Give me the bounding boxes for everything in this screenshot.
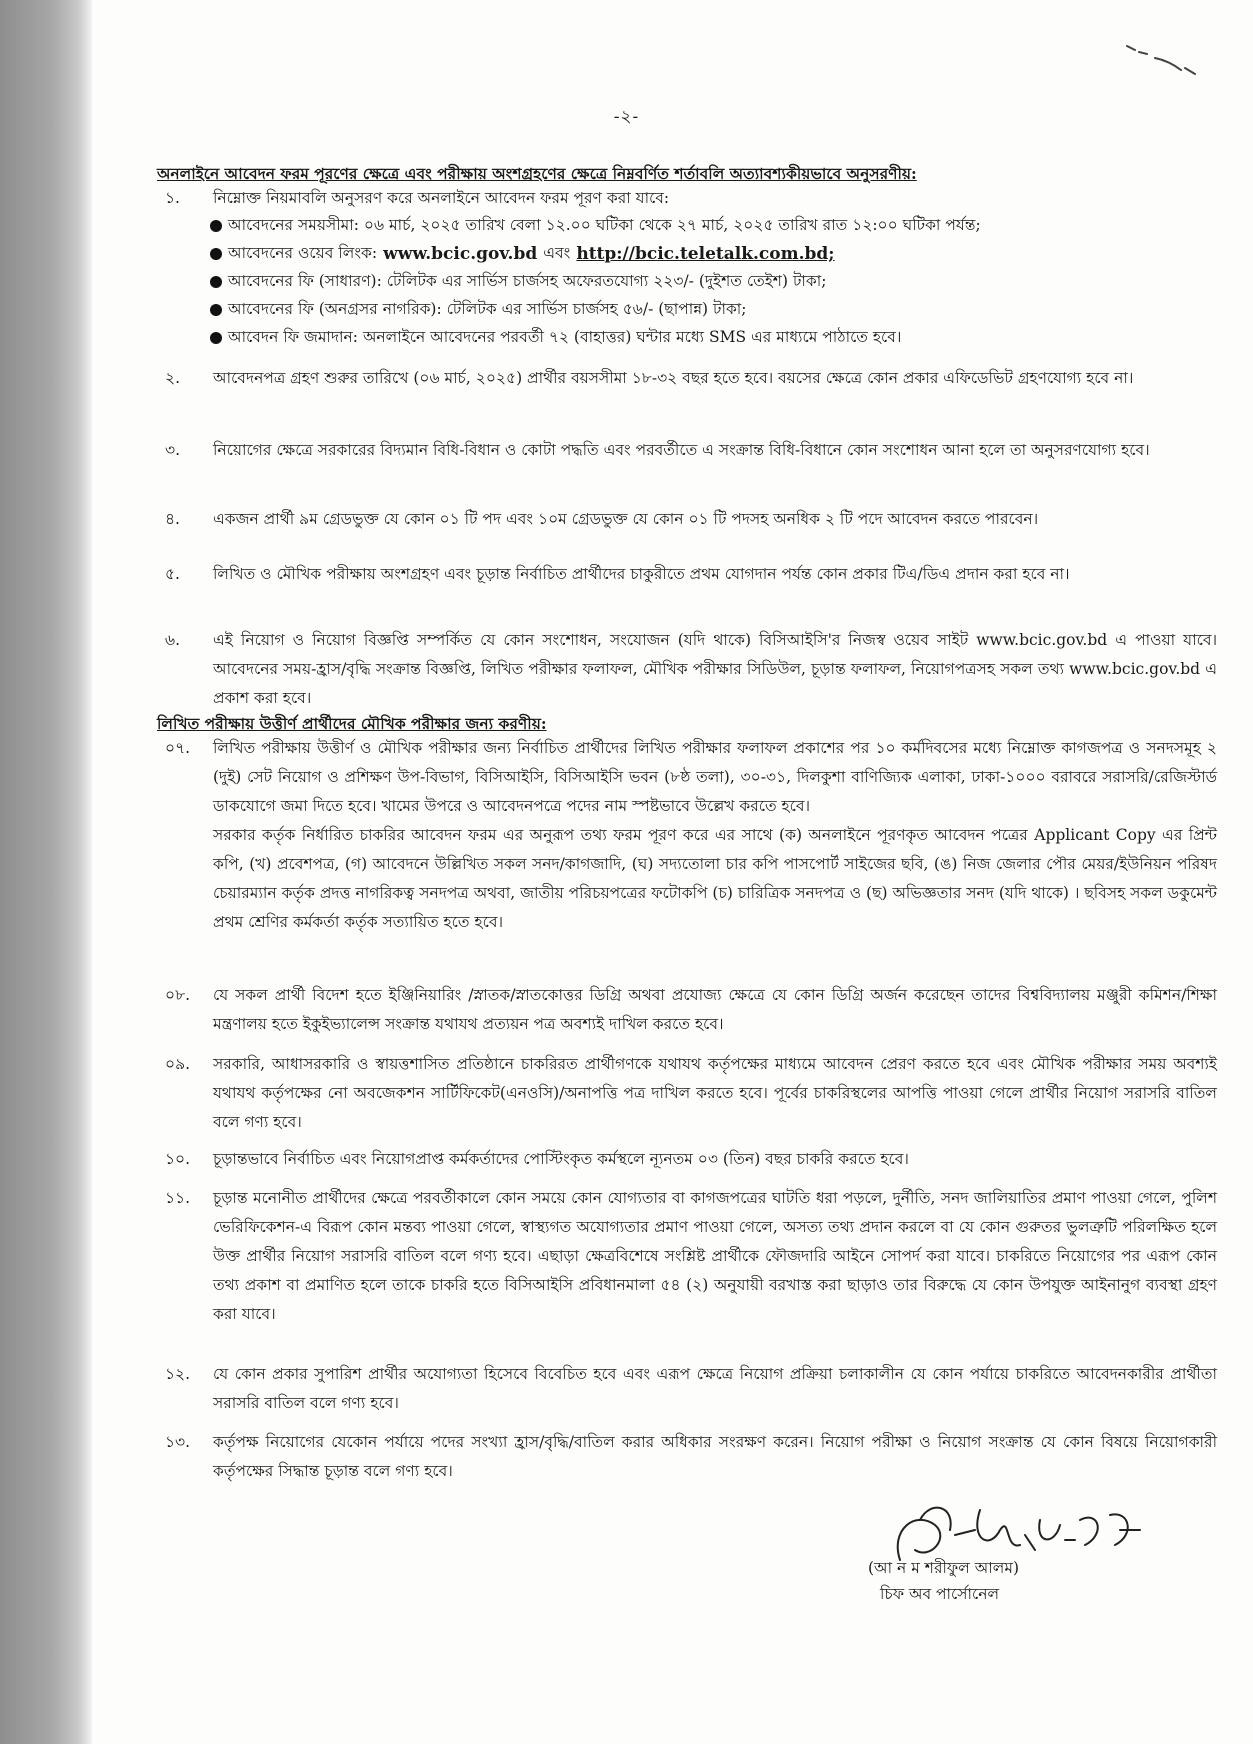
bullet-icon (210, 248, 222, 260)
list-item-3: ৩. নিয়োগের ক্ষেত্রে সরকারের বিদ্যমান বিধি-বিধান ও কোটা পদ্ধতি এবং পরবর্তীতে এ সংক্রান্ত বিধি-বিধানে কোন সংশোধন আনা হলে তা অনুসরণযোগ্য হবে। (165, 441, 1150, 459)
list-item-1 (157, 184, 1217, 213)
bullet-icon (210, 304, 222, 316)
bullet-fee-general: আবেদনের ফি (সাধারণ): টেলিটক এর সার্ভিস চার্জসহ অফেরতযোগ্য ২২৩/- (দুইশত তেইশ) টাকা; (210, 268, 1220, 296)
list-item-7: ০৭. লিখিত পরীক্ষায় উত্তীর্ণ ও মৌখিক পরীক্ষার জন্য নির্বাচিত প্রার্থীদের লিখিত পরীক্ষার ফলাফল প্রকাশের পর ১০ কর্মদিবসের মধ্যে নিম্নোক্ত কাগজপত্র ও সনদসমূহ ২ (দুই) সেট নিয়োগ ও প্রশিক্ষণ উপ-বিভাগ, বিসিআইসি, বিসিআইসি ভবন (৮ষ্ঠ তলা), ৩০-৩১, দিলকুশা বাণিজ্যিক এলাকা, ঢাকা-১০০০ বরাবরে সরাসরি/রেজিস্টার্ড ডাকযোগে জমা দিতে হবে। খামের উপরে ও আবেদনপত্রে পদের নাম স্পষ্টভাবে উল্লেখ করতে হবে। সরকার কর্তৃক নির্ধারিত চাকরির আবেদন ফরম এর অনুরূপ তথ্য ফরম পূরণ করে এর সাথে (ক) অনলাইনে পূরণকৃত আবেদন পত্রের Applicant Copy এর প্রিন্ট কপি, (খ) প্রবেশপত্র, (গ) আবেদনে উল্লিখিত সকল সনদ/কাগজাদি, (ঘ) সদ্যতোলা চার কপি পাসপোর্ট সাইজের ছবি, (ঙ) নিজ জেলার পৌর মেয়র/ইউনিয়ন পরিষদ চেয়ারম্যান কর্তৃক প্রদত্ত নাগরিকত্ব সনদপত্র অথবা, জাতীয় পরিচয়পত্রের ফটোকপি (চ) চারিত্রিক সনদপত্র ও (ছ) অভিজ্ঞতার সনদ (যদি থাকে) । ছবিসহ সকল ডকুমেন্ট প্রথম শ্রেণির কর্মকর্তা কর্তৃক সত্যায়িত হতে হবে। (157, 734, 1217, 937)
teletalk-link[interactable]: http://bcic.teletalk.com.bd; (576, 244, 835, 264)
list-item-13: ১৩. কর্তৃপক্ষ নিয়োগের যেকোন পর্যায়ে পদের সংখ্যা হ্রাস/বৃদ্ধি/বাতিল করার অধিকার সংরক্ষণ করেন। নিয়োগ পরীক্ষা ও নিয়োগ সংক্রান্ত যে কোন বিষয়ে নিয়োগকারী কর্তৃপক্ষের সিদ্ধান্ত চূড়ান্ত বলে গণ্য হবে। (165, 1433, 1217, 1480)
list-item-2: ২. আবেদনপত্র গ্রহণ শুরুর তারিখে (০৬ মার্চ, ২০২৫) প্রার্থীর বয়সসীমা ১৮-৩২ বছর হতে হবে। বয়সের ক্ষেত্রে কোন প্রকার এফিডেভিট গ্রহণযোগ্য হবে না। (165, 369, 1134, 387)
section-heading-viva: লিখিত পরীক্ষায় উত্তীর্ণ প্রার্থীদের মৌখিক পরীক্ষার জন্য করণীয়: (157, 714, 547, 733)
bullet-web-link: আবেদনের ওয়েব লিংক: www.bcic.gov.bd এবং http://bcic.teletalk.com.bd; (210, 240, 1220, 268)
bullet-fee-backward: আবেদনের ফি (অনগ্রসর নাগরিক): টেলিটক এর সার্ভিস চার্জসহ ৫৬/- (ছাপান্ন) টাকা; (210, 296, 1220, 324)
bullet-icon (210, 276, 222, 288)
website-link[interactable]: www.bcic.gov.bd (383, 244, 538, 264)
application-rules-list (210, 212, 1220, 352)
bullet-icon (210, 220, 222, 232)
section-heading-online-application: অনলাইনে আবেদন ফরম পূরণের ক্ষেত্রে এবং পরীক্ষায় অংশগ্রহণের ক্ষেত্রে নিম্নবর্ণিত শর্তাবলি অত্যাবশ্যকীয়ভাবে অনুসরণীয়: (157, 164, 917, 183)
list-item-11: ১১. চূড়ান্ত মনোনীত প্রার্থীদের ক্ষেত্রে পরবর্তীকালে কোন সময়ে কোন যোগ্যতার বা কাগজপত্রের ঘাটতি ধরা পড়লে, দুর্নীতি, সনদ জালিয়াতির প্রমাণ পাওয়া গেলে, পুলিশ ভেরিফিকেশন-এ বিরূপ কোন মন্তব্য পাওয়া গেলে, স্বাস্থ্যগত অযোগ্যতার প্রমাণ পাওয়া গেলে, অসত্য তথ্য প্রদান করলে বা যে কোন গুরুতর ভুলত্রুটি পরিলক্ষিত হলে উক্ত প্রার্থীর নিয়োগ সরাসরি বাতিল বলে গণ্য হবে। এছাড়া ক্ষেত্রবিশেষে সংশ্লিষ্ট প্রার্থীকে ফৌজদারি আইনে সোপর্দ করা যাবে। চাকরিতে নিয়োগের পর এরূপ কোন তথ্য প্রকাশ বা প্রমাণিত হলে তাকে চাকরি হতে বিসিআইসি প্রবিধানমালা ৫৪ (২) অনুযায়ী বরখাস্ত করা ছাড়াও তার বিরুদ্ধে যে কোন উপযুক্ত আইনানুগ ব্যবস্থা গ্রহণ করা যাবে। (165, 1189, 1217, 1323)
list-item-9: ০৯. সরকারি, আধাসরকারি ও স্বায়ত্তশাসিত প্রতিষ্ঠানে চাকরিরত প্রার্থীগণকে যথাযথ কর্তৃপক্ষের মাধ্যমে আবেদন প্রেরণ করতে হবে এবং মৌখিক পরীক্ষার সময় অবশ্যই যথাযথ কর্তৃপক্ষের নো অবজেকশন সার্টিফিকেট(এনওসি)/অনাপত্তি পত্র দাখিল করতে হবে। পূর্বের চাকরিস্থলের আপত্তি পাওয়া গেলে প্রার্থীর নিয়োগ সরাসরি বাতিল বলে গণ্য হবে। (165, 1055, 1217, 1131)
scanner-edge (0, 0, 92, 1744)
item-number: ১. (165, 189, 180, 207)
list-item-10: ১০. চূড়ান্তভাবে নির্বাচিত এবং নিয়োগপ্রাপ্ত কর্মকর্তাদের পোস্টিংকৃত কর্মস্থলে ন্যূনতম ০৩ (তিন) বছর চাকরি করতে হবে। (165, 1150, 909, 1168)
list-item-8: ০৮. যে সকল প্রার্থী বিদেশ হতে ইঞ্জিনিয়ারিং /স্নাতক/স্নাতকোত্তর ডিগ্রি অথবা প্রযোজ্য ক্ষেত্রে যে কোন ডিগ্রি অর্জন করেছেন তাদের বিশ্ববিদ্যালয় মঞ্জুরী কমিশন/শিক্ষা মন্ত্রণালয় হতে ইকুইভ্যালেন্স সংক্রান্ত যথাযথ প্রত্যয়ন পত্র অবশ্যই দাখিল করতে হবে। (165, 986, 1217, 1033)
list-item-4: ৪. একজন প্রার্থী ৯ম গ্রেডভুক্ত যে কোন ০১ টি পদ এবং ১০ম গ্রেডভুক্ত যে কোন ০১ টি পদসহ অনধিক ২ টি পদে আবেদন করতে পারবেন। (165, 510, 1039, 528)
item-text: নিম্নোক্ত নিয়মাবলি অনুসরণ করে অনলাইনে আবেদন ফরম পূরণ করা যাবে: (213, 189, 670, 207)
signatory-title: চিফ অব পার্সোনেল (880, 1585, 1000, 1603)
list-item-6: ৬. এই নিয়োগ ও নিয়োগ বিজ্ঞপ্তি সম্পর্কিত যে কোন সংশোধন, সংযোজন (যদি থাকে) বিসিআইসি'র নিজস্ব ওয়েব সাইট www.bcic.gov.bd এ পাওয়া যাবে। আবেদনের সময়-হ্রাস/বৃদ্ধি সংক্রান্ত বিজ্ঞপ্তি, লিখিত পরীক্ষার ফলাফল, মৌখিক পরীক্ষার সিডিউল, চূড়ান্ত ফলাফল, নিয়োগপত্রসহ সকল তথ্য www.bcic.gov.bd এ প্রকাশ করা হবে। (165, 631, 1217, 707)
bullet-icon (210, 332, 222, 344)
margin-scribble (1125, 40, 1205, 80)
item7-para-1: লিখিত পরীক্ষায় উত্তীর্ণ ও মৌখিক পরীক্ষার জন্য নির্বাচিত প্রার্থীদের লিখিত পরীক্ষার ফলাফল প্রকাশের পর ১০ কর্মদিবসের মধ্যে নিম্নোক্ত কাগজপত্র ও সনদসমূহ ২ (দুই) সেট নিয়োগ ও প্রশিক্ষণ উপ-বিভাগ, বিসিআইসি, বিসিআইসি ভবন (৮ষ্ঠ তলা), ৩০-৩১, দিলকুশা বাণিজ্যিক এলাকা, ঢাকা-১০০০ বরাবরে সরাসরি/রেজিস্টার্ড ডাকযোগে জমা দিতে হবে। খামের উপরে ও আবেদনপত্রে পদের নাম স্পষ্টভাবে উল্লেখ করতে হবে। (213, 739, 1217, 815)
bullet-fee-submission: আবেদন ফি জমাদান: অনলাইনে আবেদনের পরবর্তী ৭২ (বাহাত্তর) ঘন্টার মধ্যে SMS এর মাধ্যমে পাঠাতে হবে। (210, 324, 1220, 352)
signatory-name: (আ ন ম শরীফুল আলম) (868, 1559, 1019, 1577)
list-item-12: ১২. যে কোন প্রকার সুপারিশ প্রার্থীর অযোগ্যতা হিসেবে বিবেচিত হবে এবং এরূপ ক্ষেত্রে নিয়োগ প্রক্রিয়া চলাকালীন যে কোন পর্যায়ে চাকরিতে আবেদনকারীর প্রার্থীতা সরাসরি বাতিল বলে গণ্য হবে। (165, 1365, 1217, 1412)
page-number: -২- (613, 107, 640, 127)
list-item-5: ৫. লিখিত ও মৌখিক পরীক্ষায় অংশগ্রহণ এবং চূড়ান্ত নির্বাচিত প্রার্থীদের চাকুরীতে প্রথম যোগদান পর্যন্ত কোন প্রকার টিএ/ডিএ প্রদান করা হবে না। (165, 565, 1070, 583)
item7-para-2: সরকার কর্তৃক নির্ধারিত চাকরির আবেদন ফরম এর অনুরূপ তথ্য ফরম পূরণ করে এর সাথে (ক) অনলাইনে পূরণকৃত আবেদন পত্রের Applicant Copy এর প্রিন্ট কপি, (খ) প্রবেশপত্র, (গ) আবেদনে উল্লিখিত সকল সনদ/কাগজাদি, (ঘ) সদ্যতোলা চার কপি পাসপোর্ট সাইজের ছবি, (ঙ) নিজ জেলার পৌর মেয়র/ইউনিয়ন পরিষদ চেয়ারম্যান কর্তৃক প্রদত্ত নাগরিকত্ব সনদপত্র অথবা, জাতীয় পরিচয়পত্রের ফটোকপি (চ) চারিত্রিক সনদপত্র ও (ছ) অভিজ্ঞতার সনদ (যদি থাকে) । ছবিসহ সকল ডকুমেন্ট প্রথম শ্রেণির কর্মকর্তা কর্তৃক সত্যায়িত হতে হবে। (213, 826, 1217, 931)
bullet-deadline: আবেদনের সময়সীমা: ০৬ মার্চ, ২০২৫ তারিখ বেলা ১২.০০ ঘটিকা থেকে ২৭ মার্চ, ২০২৫ তারিখ রাত ১২:০০ ঘটিকা পর্যন্ত; (210, 212, 1220, 240)
